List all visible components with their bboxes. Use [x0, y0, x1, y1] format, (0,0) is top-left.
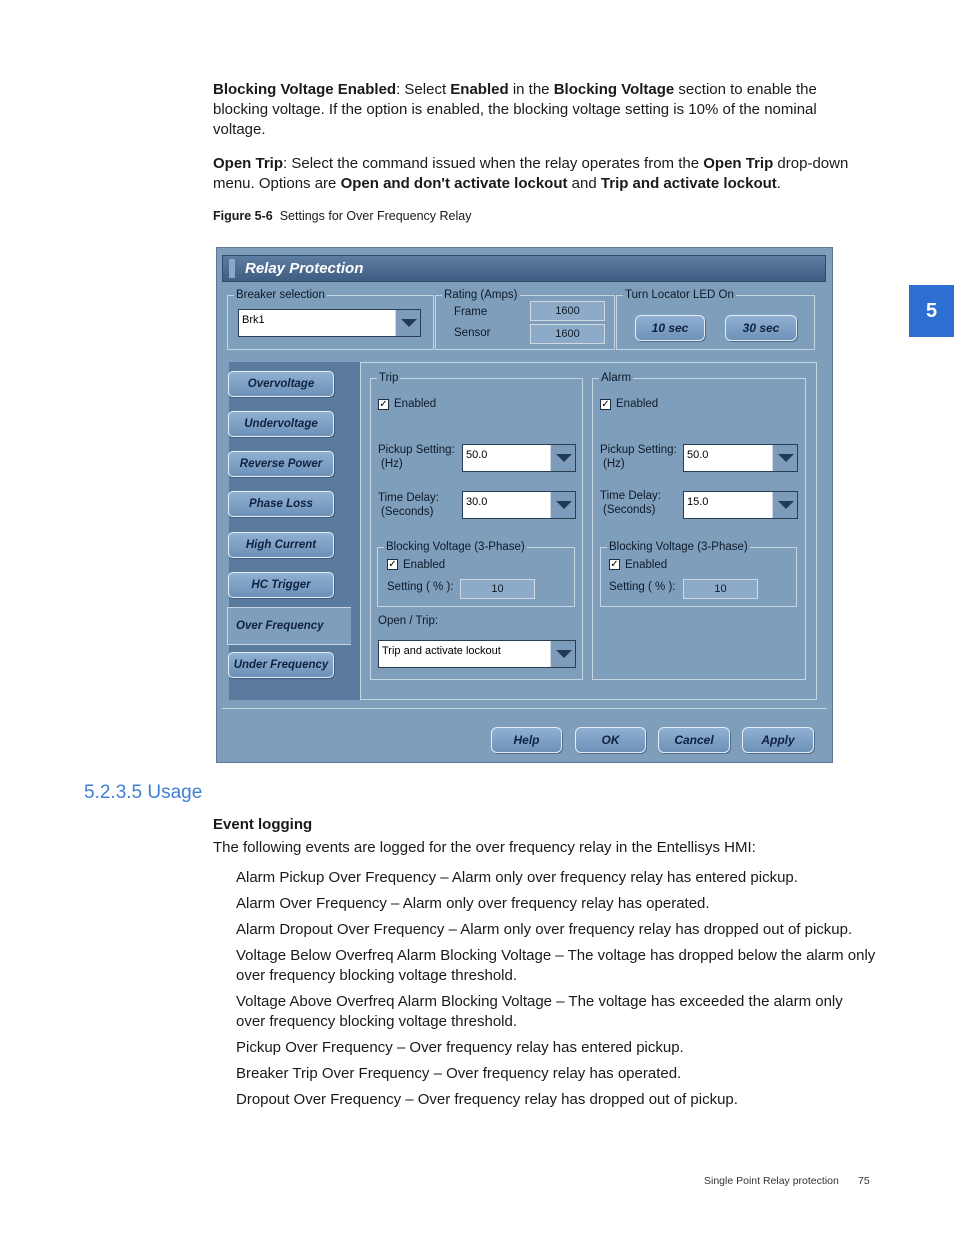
footer-title: Single Point Relay protection — [704, 1175, 839, 1187]
text-run: in the — [508, 81, 554, 98]
locator-10-sec-button[interactable]: 10 sec — [635, 315, 705, 341]
locator-30-sec-button[interactable]: 30 sec — [725, 315, 797, 341]
chevron-down-icon[interactable] — [550, 445, 575, 471]
alarm-delay-unit: (Seconds) — [603, 504, 656, 516]
trip-delay-select[interactable] — [462, 491, 576, 519]
page-number: 75 — [858, 1175, 870, 1187]
list-item: Breaker Trip Over Frequency – Over frequency relay has operated. — [236, 1065, 682, 1082]
trip-enabled-checkbox[interactable]: ✓ — [379, 399, 388, 410]
alarm-bv-setting-value: 10 — [683, 579, 758, 599]
chevron-down-icon[interactable] — [772, 492, 797, 518]
trip-pickup-select[interactable] — [462, 444, 576, 472]
trip-bv-setting-value: 10 — [460, 579, 535, 599]
tab-high-current[interactable]: High Current — [228, 532, 334, 558]
open-trip-paragraph — [213, 154, 873, 194]
text-run: section to enable the blocking voltage. If the option is enabled, the blocking voltage setting is 10% of the nominal voltage. — [213, 81, 817, 138]
trip-bv-setting-label: Setting ( % ): — [387, 581, 454, 593]
tab-overvoltage[interactable]: Overvoltage — [228, 371, 334, 397]
chevron-down-icon[interactable] — [550, 492, 575, 518]
frame-value: 1600 — [530, 301, 605, 321]
term-enabled: Enabled — [450, 81, 509, 98]
list-item: Alarm Pickup Over Frequency – Alarm only over frequency relay has entered pickup. — [236, 869, 798, 886]
alarm-bv-enabled-label: Enabled — [625, 559, 668, 571]
alarm-label: Alarm — [601, 372, 632, 384]
alarm-group — [592, 372, 806, 680]
locator-led-label: Turn Locator LED On — [625, 289, 734, 301]
rating-label: Rating (Amps) — [444, 289, 518, 301]
ok-button[interactable]: OK — [575, 727, 646, 753]
trip-delay-label: Time Delay: — [378, 492, 439, 504]
list-item: Dropout Over Frequency – Over frequency relay has dropped out of pickup. — [236, 1091, 738, 1108]
alarm-pickup-label: Pickup Setting: — [600, 444, 677, 456]
section-heading: 5.2.3.5 Usage — [84, 782, 203, 803]
figure-caption-text: Settings for Over Frequency Relay — [279, 209, 472, 223]
trip-blocking-voltage-label: Blocking Voltage (3-Phase) — [386, 541, 525, 553]
alarm-pickup-select[interactable] — [683, 444, 798, 472]
term-open-trip-menu: Open Trip — [703, 155, 774, 172]
event-logging-heading: Event logging — [213, 816, 313, 833]
alarm-delay-select[interactable] — [683, 491, 798, 519]
breaker-select-value: Brk1 — [242, 314, 265, 326]
breaker-selection-label: Breaker selection — [236, 289, 325, 301]
apply-button[interactable]: Apply — [742, 727, 814, 753]
alarm-pickup-unit: (Hz) — [603, 458, 625, 470]
tab-hc-trigger[interactable]: HC Trigger — [228, 572, 334, 598]
term-blocking-voltage: Blocking Voltage — [553, 81, 675, 98]
chapter-tab: 5 — [909, 285, 954, 337]
list-item: Voltage Below Overfreq Alarm Blocking Voltage – The voltage has dropped below the alarm only over frequency blocking voltage threshold. — [236, 947, 876, 984]
chevron-down-icon[interactable] — [550, 641, 575, 667]
chevron-down-icon[interactable] — [772, 445, 797, 471]
text-run: drop-down menu. Options are — [213, 155, 849, 192]
term-blocking-voltage-enabled: Blocking Voltage Enabled — [213, 81, 397, 98]
figure-number: Figure 5-6 — [213, 209, 273, 223]
event-list — [236, 868, 876, 1116]
tab-phase-loss[interactable]: Phase Loss — [228, 491, 334, 517]
list-item: Alarm Dropout Over Frequency – Alarm only over frequency relay has dropped out of pickup. — [236, 921, 853, 938]
trip-label: Trip — [379, 372, 399, 384]
trip-pickup-unit: (Hz) — [381, 458, 403, 470]
trip-delay-unit: (Seconds) — [381, 506, 434, 518]
alarm-pickup-value: 50.0 — [687, 449, 709, 461]
alarm-bv-setting-label: Setting ( % ): — [609, 581, 676, 593]
window-title: Relay Protection — [222, 255, 826, 282]
term-trip-option: Trip and activate lockout — [600, 175, 777, 192]
frame-label: Frame — [454, 306, 488, 318]
relay-protection-window — [216, 247, 833, 763]
chevron-down-icon[interactable] — [395, 310, 420, 336]
blocking-voltage-paragraph — [213, 80, 873, 140]
alarm-enabled-checkbox[interactable]: ✓ — [601, 399, 610, 410]
text-run: and — [567, 175, 601, 192]
alarm-delay-label: Time Delay: — [600, 490, 661, 502]
open-trip-value: Trip and activate lockout — [382, 645, 501, 657]
tab-over-frequency[interactable]: Over Frequency — [227, 607, 351, 645]
trip-bv-enabled-label: Enabled — [403, 559, 446, 571]
trip-delay-value: 30.0 — [466, 496, 488, 508]
open-trip-label: Open / Trip: — [378, 615, 439, 627]
text-run: : Select the command issued when the relay operates from the — [283, 155, 704, 172]
list-item: Alarm Over Frequency – Alarm only over frequency relay has operated. — [236, 895, 710, 912]
alarm-enabled-label: Enabled — [616, 398, 659, 410]
alarm-bv-enabled-checkbox[interactable]: ✓ — [610, 559, 619, 570]
cancel-button[interactable]: Cancel — [658, 727, 730, 753]
text-run: : Select — [396, 81, 451, 98]
trip-group — [370, 372, 583, 680]
trip-bv-enabled-checkbox[interactable]: ✓ — [388, 559, 397, 570]
term-open-trip: Open Trip — [213, 155, 284, 172]
list-item: Pickup Over Frequency – Over frequency relay has entered pickup. — [236, 1039, 684, 1056]
tab-under-frequency[interactable]: Under Frequency — [228, 652, 334, 678]
trip-enabled-label: Enabled — [394, 398, 437, 410]
term-open-option: Open and don't activate lockout — [340, 175, 568, 192]
alarm-blocking-voltage-label: Blocking Voltage (3-Phase) — [609, 541, 748, 553]
list-item: Voltage Above Overfreq Alarm Blocking Voltage – The voltage has exceeded the alarm only over frequency blocking voltage threshold. — [236, 993, 843, 1030]
sensor-label: Sensor — [454, 327, 491, 339]
open-trip-select[interactable] — [378, 640, 576, 668]
tab-reverse-power[interactable]: Reverse Power — [228, 451, 334, 477]
sensor-value: 1600 — [530, 324, 605, 344]
text-run: . — [776, 175, 781, 192]
event-logging-intro: The following events are logged for the over frequency relay in the Entellisys HMI: — [213, 839, 756, 856]
trip-pickup-label: Pickup Setting: — [378, 444, 455, 456]
help-button[interactable]: Help — [491, 727, 562, 753]
tab-undervoltage[interactable]: Undervoltage — [228, 411, 334, 437]
figure-caption — [213, 209, 471, 223]
breaker-select[interactable] — [238, 309, 421, 337]
trip-pickup-value: 50.0 — [466, 449, 488, 461]
divider — [222, 708, 827, 709]
alarm-delay-value: 15.0 — [687, 496, 709, 508]
